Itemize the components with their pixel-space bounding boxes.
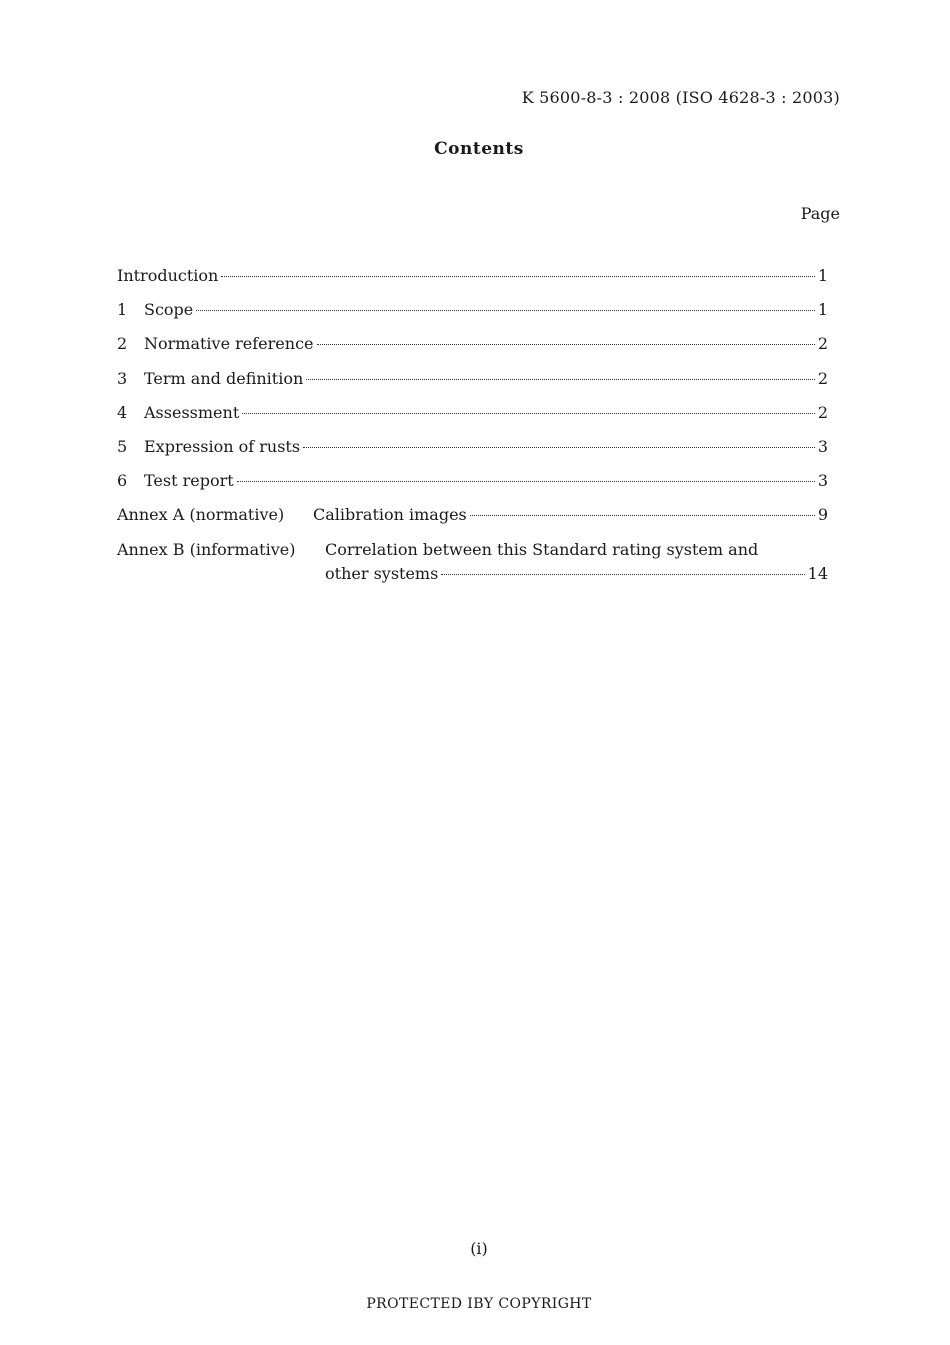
toc-entry-label: Normative reference (144, 334, 314, 354)
annex-a-label: Annex A (normative) (117, 505, 285, 525)
toc-entry-label: Introduction (117, 266, 219, 285)
dot-leader (317, 344, 815, 345)
toc-page-number: 3 (817, 471, 828, 491)
copyright-notice: PROTECTED ΙΒY COPYRIGHT (366, 1296, 592, 1312)
toc-section-number: 5 (117, 436, 128, 456)
toc-page-number: 1 (817, 300, 828, 320)
toc-page-number: 2 (817, 402, 828, 422)
annex-b-title-line-1: Correlation between this Standard rating system and (325, 539, 759, 559)
toc-page-number: 3 (817, 436, 828, 456)
document-identifier: K 5600-8-3 : 2008 (ISO 4628-3 : 2003) (521, 88, 840, 107)
toc-entry-label: Expression of rusts (144, 436, 301, 456)
toc-entry-label: Scope (144, 300, 194, 320)
toc-entry-scope[interactable] (117, 300, 828, 334)
toc-entry-assessment[interactable] (117, 403, 828, 437)
toc-page-number: 2 (817, 334, 828, 354)
dot-leader (470, 515, 815, 516)
page-column-header: Page (800, 204, 840, 223)
toc-page-number: 1 (817, 266, 828, 285)
toc-section-number: 1 (117, 300, 128, 320)
annex-b-title-line-2-row (325, 564, 828, 583)
toc-page-number: 9 (817, 505, 828, 525)
annex-a-title: Calibration images (313, 505, 467, 525)
toc-entry-normative-reference[interactable] (117, 334, 828, 368)
page-folio: (i) (470, 1239, 488, 1258)
annex-b-label: Annex B (informative) (117, 539, 296, 559)
toc-entry-label: Assessment (144, 402, 240, 422)
toc-entry-label: Term and definition (144, 368, 304, 388)
table-of-contents (117, 266, 828, 583)
dot-leader (242, 413, 815, 414)
toc-entry-expression-of-rusts[interactable] (117, 437, 828, 471)
toc-page-number: 14 (807, 563, 828, 583)
toc-entry-term-and-definition[interactable] (117, 369, 828, 403)
toc-section-number: 3 (117, 368, 128, 388)
dot-leader (303, 447, 815, 448)
dot-leader (237, 481, 815, 482)
dot-leader (196, 310, 815, 311)
annex-b-title-block (325, 540, 828, 583)
dot-leader (441, 574, 804, 575)
dot-leader (306, 379, 815, 380)
toc-entry-annex-a[interactable] (117, 505, 828, 539)
toc-entry-test-report[interactable] (117, 471, 828, 505)
toc-entry-introduction[interactable] (117, 266, 828, 300)
dot-leader (221, 276, 814, 277)
annex-b-title-line-2: other systems (325, 563, 439, 583)
toc-section-number: 2 (117, 334, 128, 354)
toc-entry-annex-b[interactable] (117, 540, 828, 583)
toc-page-number: 2 (817, 368, 828, 388)
page-title: Contents (434, 139, 524, 159)
toc-entry-label: Test report (144, 471, 234, 491)
toc-section-number: 4 (117, 402, 128, 422)
toc-section-number: 6 (117, 471, 128, 491)
